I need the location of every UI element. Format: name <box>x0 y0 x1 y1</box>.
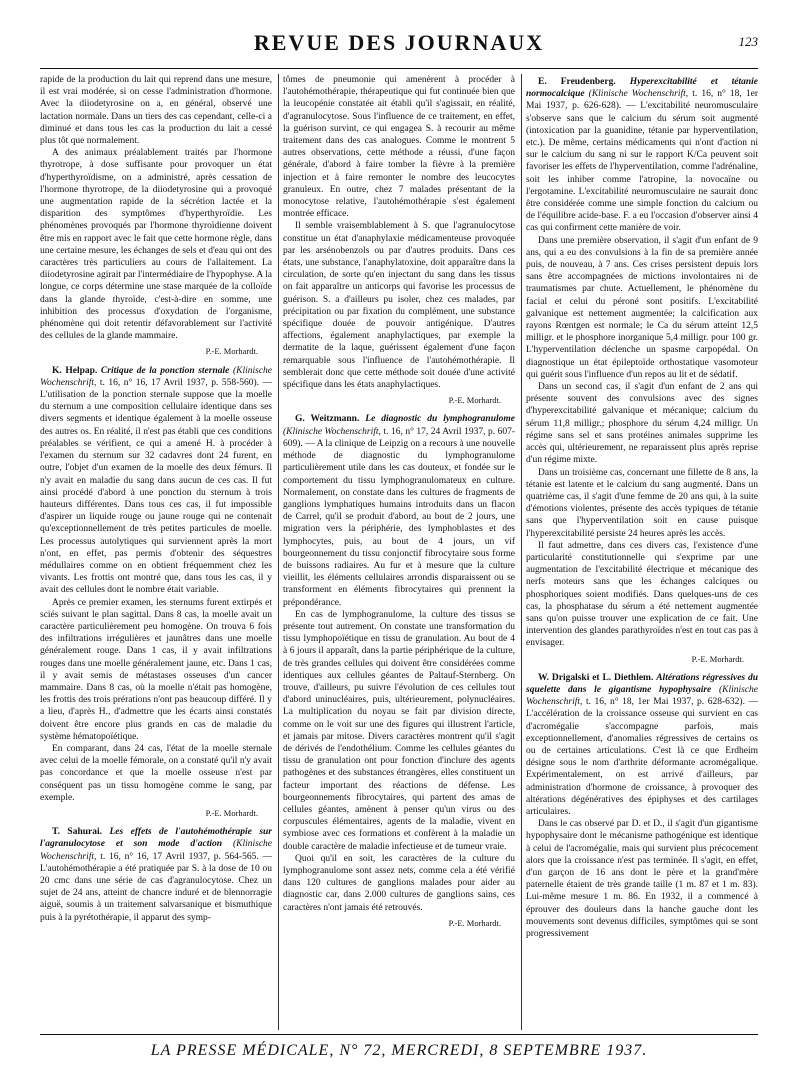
page-header <box>40 30 758 62</box>
article-reference: t. 16, n° 16, 17 Avril 1937, p. 558-560). — <box>99 377 272 388</box>
author-signature: P.-E. Morhardt. <box>205 346 258 357</box>
paragraph: Quoi qu'il en soit, les caractères de la culture du lymphogranulome sont assez nets, comme cela a été vérifié dans 120 cultures de ganglions malades pour aider au diagnostic car, dans 2.000 cultures de ganglions sains, ces caractères n'ont jamais été retrouvés. <box>283 853 515 913</box>
author-signature: P.-E. Morhardt. <box>448 917 501 928</box>
paragraph: Dans le cas observé par D. et D., il s'agit d'un gigantisme hypophysaire dont le mécanisme pathogénique est identique à celui de l'acromégalie, mais qui survient plus précocement alors que la croissance n'est pas terminée. Il s'agit, en effet, d'un garçon de 16 ans dont le père et la grand'mère paternelle étaient de très grande taille (1 m. 87 et 1 m. 83). Lui-même mesure 1 m. 86. En 1932, il a commencé à éprouver des douleurs dans la hanche gauche dont les mouvements sont devenus difficiles, symptômes qui se sont progressivement <box>526 819 758 940</box>
page-number: 123 <box>738 34 758 49</box>
paragraph: Il semble vraisemblablement à S. que l'agranulocytose constitue un état d'anaphylaxie médicamenteuse provoquée par les arsénobenzols ou par d'autres produits. Dans ces états, une substance, l'anaphylatoxine, doit apparaître dans la circulation, de sorte qu'en injectant du sang dans les tissus on fait apparaître un anticorps qui favorise les processus de guérison. S. a d'ailleurs pu isoler, chez ces malades, par précipitation ou par fixation du complément, une substance spécifique douée de pouvoir antigénique. D'autres affections, également anaphylactiques, par exemple la dermatite de la laque, guérissent également d'une façon remarquable sous l'influence de l'autohémothérapie. Il semblerait donc que cette méthode soit douée d'une activité spécifique dans les états anaphylactiques. <box>283 221 515 391</box>
article-body: L'excitabilité neuromusculaire s'observe sans que le calcium du sérum soit augmenté (intoxication par la guanidine, tétanie par hyperventilation, etc.). De même, certains médicaments qui n'ont d'action ni sur le calcium du sang ni sur le rapport K/Ca peuvent soit favoriser les effets de l'hyperventilation, comme l'adrénaline, soit les inhiber comme l'atropine, la novocaïne ou l'ergotamine. L'excitabilité neuromusculaire ne saurait donc être considérée comme une simple fonction du calcium ou de l'équilibre acide-base. F. a eu l'occasion d'observer ainsi 4 cas qui confirment cette manière de voir. <box>526 101 758 234</box>
column-3 <box>526 74 758 1030</box>
article-entry <box>40 826 272 924</box>
article-entry <box>526 76 758 235</box>
article-body: L'accélération de la croissance osseuse qui survient en cas d'acromégalie s'accompagne parfois, mais exceptionnellement, d'anomalies régressives de certains os ou de certaines articulations. C'est là ce que Erdheim désigne sous le nom d'arthrite déformante acromégalique. Expérimentalement, on est arrivé d'ailleurs, par administration d'hormone de croissance, à provoquer des altérations dégénératives des épiphyses et des cartilages articulaires. <box>526 709 758 817</box>
article-reference: t. 16, n° 17, 24 Avril 1937, p. 607-609). — <box>283 426 515 449</box>
column-divider <box>278 74 279 1030</box>
article-author: T. Sahurai. <box>52 827 103 838</box>
article-source: (Klinische Wochenschrift, <box>40 839 272 862</box>
paragraph: Dans un second cas, il s'agit d'un enfant de 2 ans qui présente souvent des convulsions avec des signes d'hyperexcitabilité galvanique et mécanique; calcium du sérum 11,8 milligr.; phosphore du sérum 4,24 milligr. Un régime sans sel et sans protéines animales supprime les accès qui, ultérieurement, ne reparaissent plus après reprise d'un régime mixte. <box>526 382 758 466</box>
journal-section-title: REVUE DES JOURNAUX <box>253 30 545 55</box>
article-title: Critique de la ponction sternale <box>100 365 230 376</box>
footer-rule <box>40 1034 758 1035</box>
article-author: E. Freudenberg. <box>538 77 616 87</box>
article-source: (Klinische Wochenschrift, <box>588 89 689 100</box>
article-entry <box>283 413 515 608</box>
paragraph: Dans un troisième cas, concernant une fillette de 8 ans, la tétanie est latente et le calcium du sang augmenté. Dans un quatrième cas, il s'agit d'une femme de 20 ans qui, à la suite d'émotions violentes, présente des accès typiques de tétanie sans que l'hyperventilation soit en cause puisque l'hyperexcitabilité persiste 24 heures après les accès. <box>526 467 758 539</box>
article-body: A la clinique de Leipzig on a recours à une nouvelle méthode de diagnostic du lymphogranulome particulièrement utile dans les cas douteux, et fondée sur le comportement du tissu lymphogranulomateux en culture. Normalement, on constate dans les cultures de fragments de ganglions lymphatiques humains introduits dans un flacon de Carrel, qu'il se produit d'abord, au bout de 2 jours, une migration vers la périphérie, des lymphoblastes et des lymphocytes, puis, au bout de 4 jours, un vif bourgeonnement du tissu conjonctif fibrocytaire sous forme de buissons radiaires. Au fur et à mesure que la culture vieillit, les éléments cellulaires arrondis disparaissent ou se transforment en éléments fibrocytaires qui prennent la prépondérance. <box>283 438 515 608</box>
article-body: L'utilisation de la ponction sternale suppose que la moelle du sternum a une composition cellulaire identique dans ses divers segments et identique également à la moelle osseuse des autres os. En réalité, il n'est pas établi que ces conditions préalables se vérifient, ce qui a amené H. à procéder à l'examen du sternum sur 32 cadavres dont 24 furent, en outre, l'objet d'un examen de la moelle des deux fémurs. Il n'y avait en maladie du sang dans aucun de ces cas. Il fut ainsi procédé d'abord à une ponction du sternum à trois hauteurs différentes. Dans tous ces cas, il fut impossible d'aspirer un liquide rouge ou jaune rouge qui ne contenait qu'exceptionnellement de très petites particules de moelle. Les processus autolytiques qui surviennent après la mort n'ont, en effet, pas permis d'obtenir des séquestres médullaires comme on en obtient fréquemment chez les vivants. Les frottis ont montré que, dans tous les cas, il y avait des cellules dont le nombre était variable. <box>40 390 272 596</box>
article-entry <box>526 672 758 818</box>
article-title: Le diagnostic du lymphogranulome <box>365 414 515 425</box>
article-title: Hyperexcitabilité et tétanie normocalcique <box>526 77 758 100</box>
article-title: Les effets de l'autohémothérapie sur l'agranulocytose et son mode d'action <box>40 827 272 850</box>
header-rule <box>40 68 758 69</box>
column-2 <box>283 74 515 1030</box>
paragraph: A des animaux préalablement traités par l'hormone thyrotrope, à dose suffisante pour provoquer un état d'hyperthyroïdisme, on a administré, après cessation de l'hormone thyrotrope, de la diiodetyrosine qui a provoqué une augmentation rapide de la sécrétion lactée et la disparition des symptômes d'hyperthyroïdie. Les phénomènes provoqués par l'hormone thyroïdienne doivent être mis en rapport avec le fait que cette hormone règle, dans une certaine mesure, les échanges de sels et d'eau qui ont des caractères très particuliers au cours de l'allaitement. La diiodetyrosine agirait par l'intermédiaire de l'hypophyse. A la longue, ce corps détermine une stase marquée de la colloïde dans la glande thyroïde, c'est-à-dire en somme, une inhibition des processus d'oxydation de l'organisme, phénomène qui doit retentir défavorablement sur l'activité des cellules de la glande mammaire. <box>40 148 272 342</box>
paragraph: rapide de la production du lait qui reprend dans une mesure, il est vrai modérée, si on cesse l'administration d'hormone. Avec la diiodetyrosine on a, en général, observé une lactation normale. Dans un tiers des cas cependant, celle-ci a diminué et dans tous les cas la production du lait a cessé plus tôt que normalement. <box>40 75 272 147</box>
article-author: G. Weitzmann. <box>295 414 360 425</box>
article-author: W. Drigalski et L. Diethlem. <box>538 672 654 683</box>
paragraph: Dans une première observation, il s'agit d'un enfant de 9 ans, qui a eu des convulsions à la fin de sa première année puis, de nouveau, à 7 ans. Ces crises persistent depuis lors sans être accompagnées de mictions involontaires ni de traumatismes par chute. Actuellement, le phénomène du facial et celui du péroné sont positifs. L'excitabilité galvanique est nettement augmentée; la calcification aux rayons Rœntgen est normale; le Ca du sérum atteint 12,5 milligr. et le phosphore inorganique 5,4 milligr. pour 100 gr. L'hyperventilation déclenche un spasme carpopédal. On diagnostique un état épileptoïde orthostatique vasomoteur qui guérit sous l'influence d'un repos au lit et de sédatif. <box>526 235 758 380</box>
article-reference: t. 16, n° 18, 1er Mai 1937, p. 628-632). — <box>585 697 758 708</box>
paragraph: En cas de lymphogranulome, la culture des tissus se présente tout autrement. On constate une transformation du tissu lymphopoïétique en tissu de granulation. Au bout de 4 à 6 jours il apparaît, dans la partie périphérique de la culture, de très grandes cellules qui doivent être considérées comme identiques aux cellules géantes de Paltauf-Sternberg. On trouve, d'ailleurs, pu suivre l'évolution de ces cellules tout d'abord uninucléaires, puis, ultérieurement, polynucléaires. La multiplication du noyau se fait par division directe, comme on le voit sur une des figures qui illustrent l'article, et jamais par mitose. Divers caractères montrent qu'il s'agit de dérivés de l'endothélium. Comme les cellules géantes du tissu de granulation ont pour fonction d'inclure des agents pathogènes et des substances étrangères, elles constituent un facteur important des réactions de défense. Les bourgeonnements fibrocytaires, qui partent des amas de cellules géantes, amènent à penser qu'un virus ou des corpuscules élémentaires, agents de la maladie, vivent en symbiose avec ces formations et confèrent à la maladie un double caractère de maladie infectieuse et de tumeur vraie. <box>283 609 515 852</box>
author-signature: P.-E. Morhardt. <box>205 807 258 818</box>
paragraph: Après ce premier examen, les sternums furent extirpés et sciés suivant le plan sagittal. Dans 8 cas, la moelle avait un caractère particulièrement peu homogène. On trouva 6 fois des infiltrations irrégulières et jaunâtres dans une moelle généralement rouge. Dans 1 cas, il y avait infiltrations rouges dans une moelle généralement jaune, etc. Dans 1 cas, il y avait semis de métastases osseuses d'un cancer mammaire. Dans 8 cas, où la moelle n'était pas homogène, les frottis des trois prérations n'ont pas beaucoup différé. Il y a lieu, d'après H., d'admettre que les écarts ainsi constatés doivent être encore plus grands en cas de maladie du système hématopoïétique. <box>40 597 272 742</box>
paragraph: tômes de pneumonie qui amenèrent à procéder à l'autohémothérapie, thérapeutique qui fut continuée bien que la leucopénie constatée ait établi qu'il s'agissait, en réalité, d'agranulocytose. Sous l'influence de ce traitement, en effet, la guérison survint, ce qui engagea S. à recourir au même traitement dans des cas analogues. Comme le montrent 5 autres observations, cette méthode a réussi, d'une façon générale, d'abord à faire tomber la fièvre à la première injection et à faire remonter le nombre des leucocytes granuleux. En outre, chez 7 malades présentant de la monocytose relative, l'autohémothérapie s'est également montrée efficace. <box>283 75 515 220</box>
paragraph: En comparant, dans 24 cas, l'état de la moelle sternale avec celui de la moelle fémorale, on a constaté qu'il n'y avait pas concordance et que la moelle osseuse n'est par conséquent pas un tissu homogène comme le sang, par exemple. <box>40 743 272 803</box>
paragraph: Il faut admettre, dans ces divers cas, l'existence d'une particularité constitutionnelle qui s'exprime par une augmentation de l'excitabilité électrique et mécanique des nerfs moteurs sans que les échanges calciques ou phosphoriques soient modifiés. Dans quelques-uns de ces cas, la phosphatase du sérum a été nettement augmentée sans qu'on puisse trouver une explication de ce fait. Une intervention des glandes parathyroïdes n'est en tout cas pas à envisager. <box>526 540 758 649</box>
column-1 <box>40 74 272 1030</box>
article-source: (Klinische Wochenschrift, <box>283 426 381 437</box>
article-source: (Klinische Wochenschrift, <box>526 684 758 708</box>
article-entry <box>40 365 272 597</box>
article-body: L'autohémothérapie a été pratiquée par S. à la dose de 10 ou 20 cmc dans une série de cas d'agranulocytose. Chez un sujet de 24 ans, atteint de chancre induré et de blennorragie aiguë, soumis à un traitement salvarsanique et bismuthique puis à la pyrétothérapie, il apparut des symp- <box>40 863 272 923</box>
article-author: K. Helpap. <box>52 365 98 376</box>
article-source: (Klinische Wochenschrift, <box>40 365 272 388</box>
text-columns <box>40 74 758 1030</box>
author-signature: P.-E. Morhardt. <box>691 653 744 664</box>
article-title: Altérations régressives du squelette dans le gigantisme hypophysaire <box>526 672 758 695</box>
article-reference: t. 16, n° 18, 1er Mai 1937, p. 626-628). — <box>526 89 758 112</box>
author-signature: P.-E. Morhardt. <box>448 395 501 406</box>
page-footer: LA PRESSE MÉDICALE, N° 72, MERCREDI, 8 SEPTEMBRE 1937. <box>150 1042 648 1059</box>
article-reference: t. 16, n° 16, 17 Avril 1937, p. 564-565. — <box>100 851 272 862</box>
column-divider <box>521 74 522 1030</box>
